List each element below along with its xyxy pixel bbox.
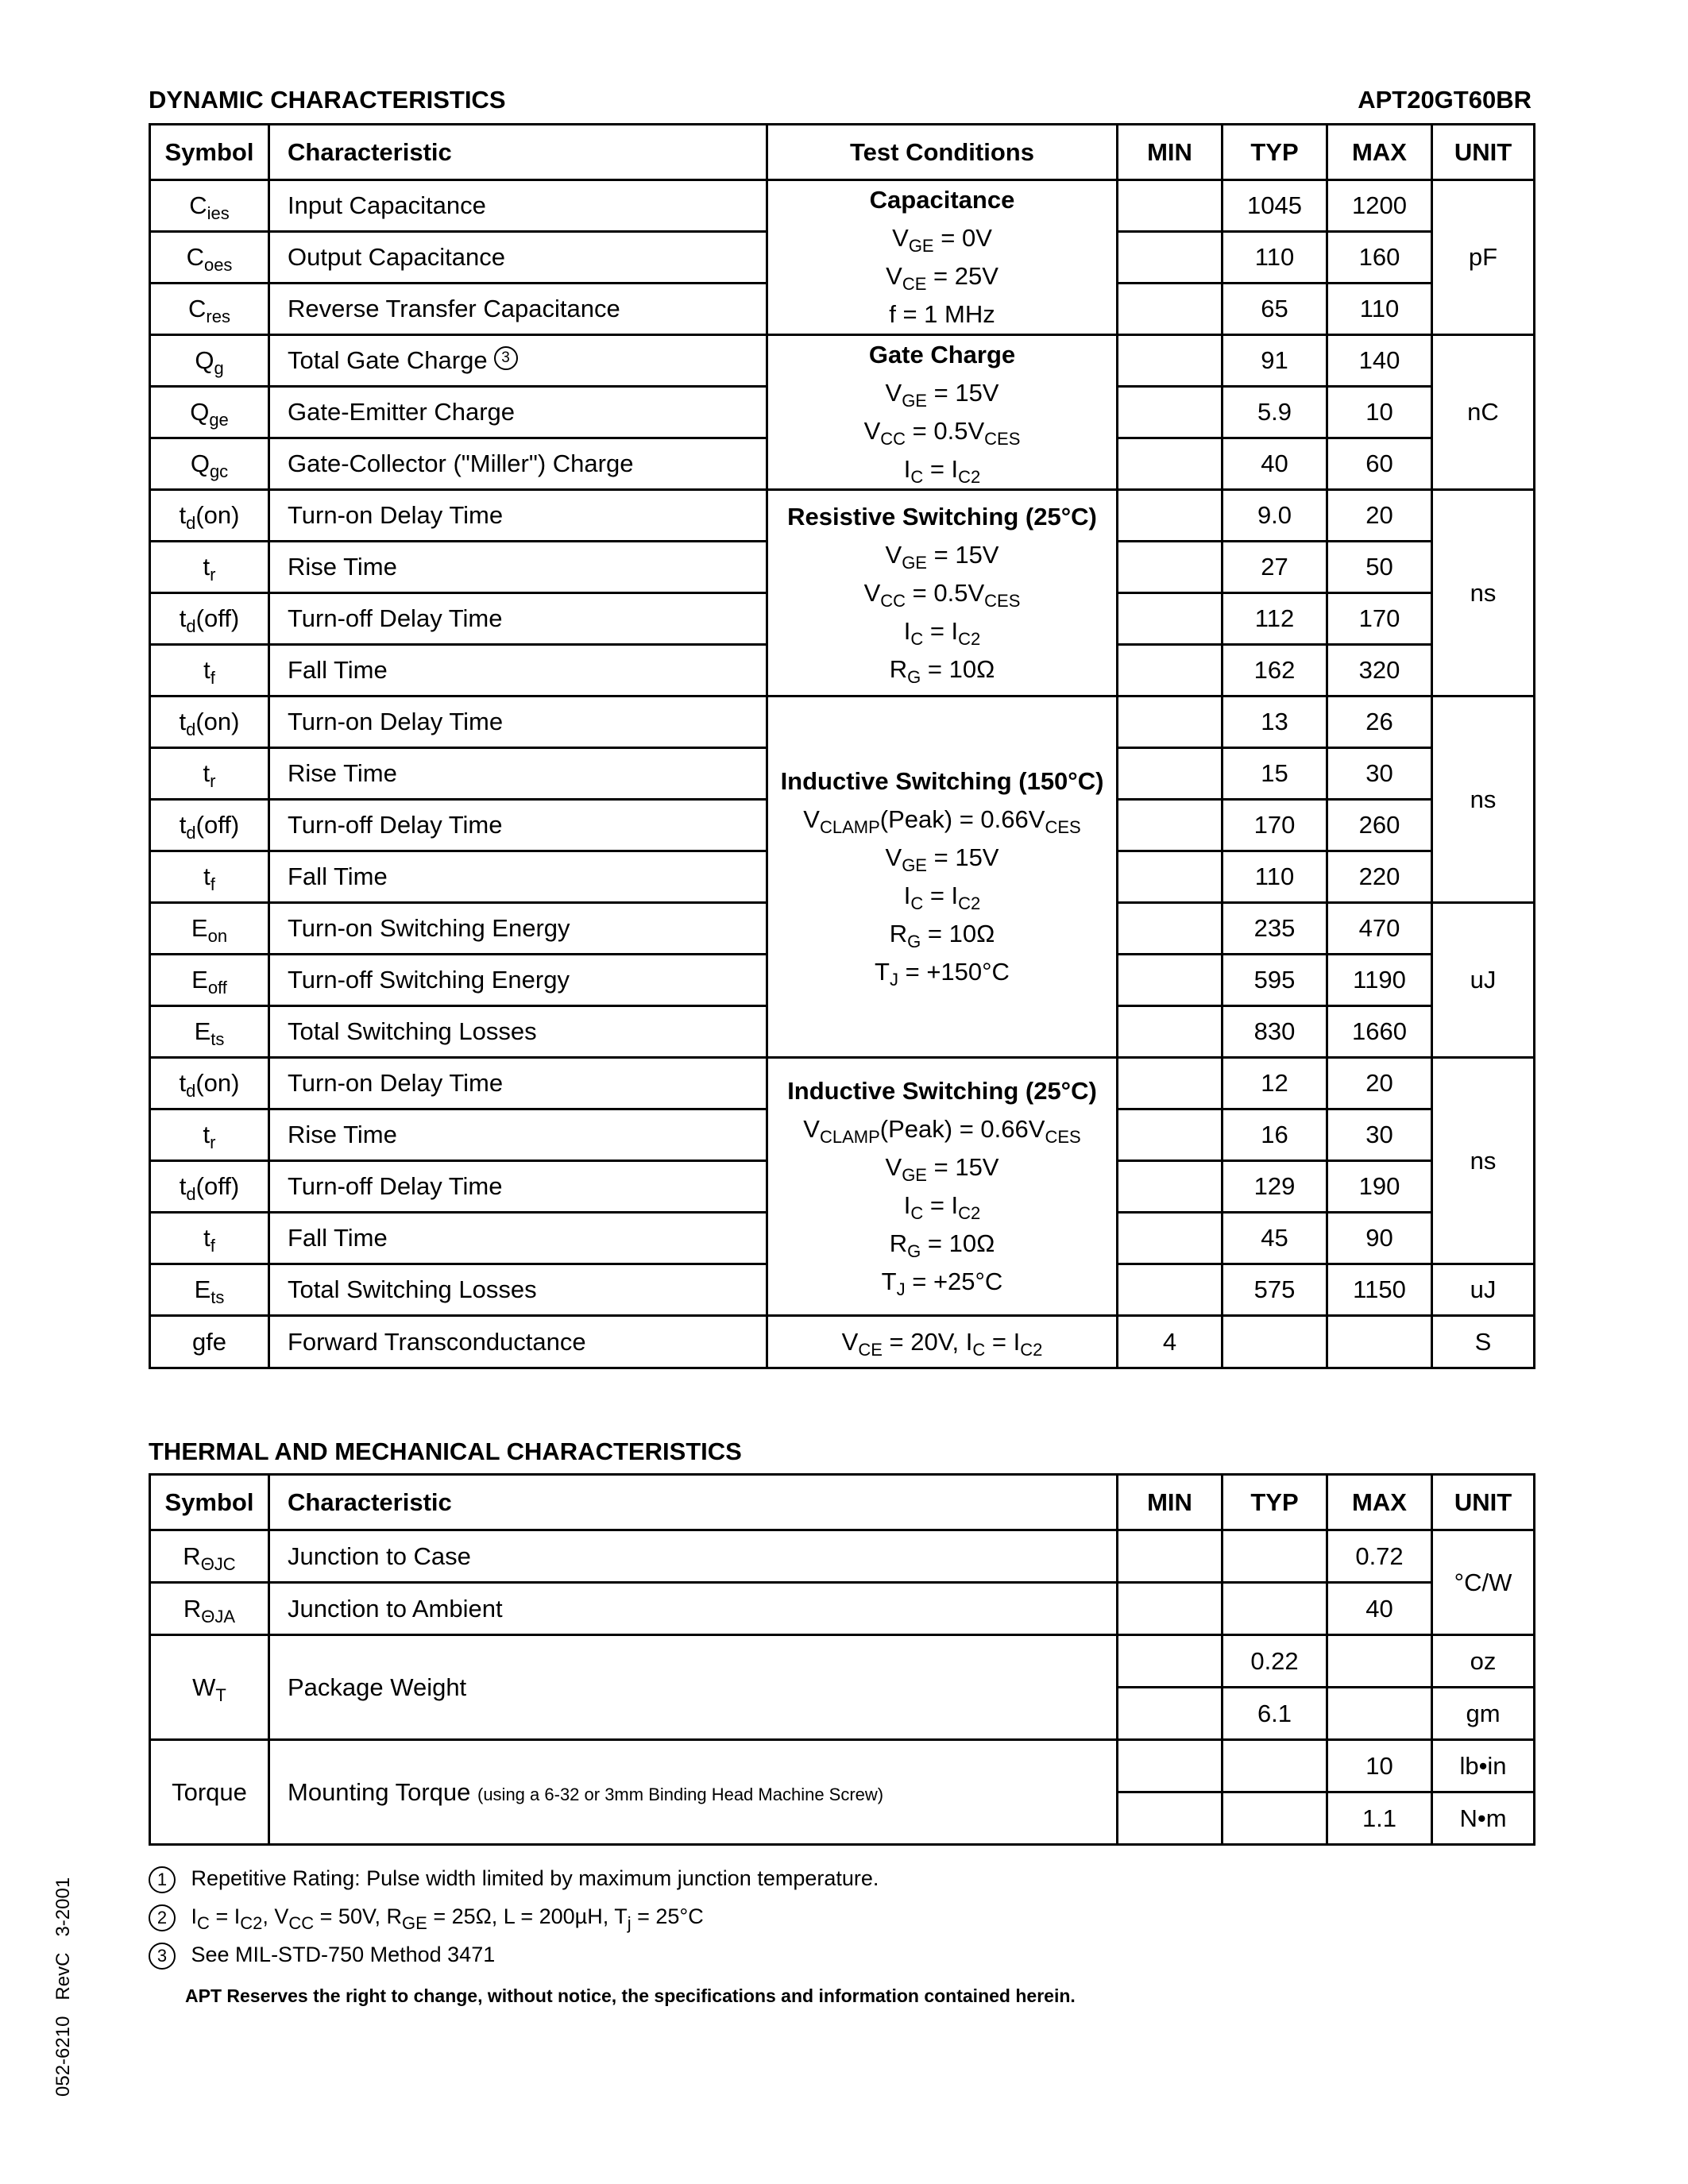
cond-title: Gate Charge <box>868 341 1016 369</box>
typ-cell <box>1223 1792 1327 1845</box>
symbol-cell: gfe <box>150 1316 269 1368</box>
symbol-cell: $C_{oes}$ <box>150 232 269 284</box>
typ-cell: 595 <box>1223 955 1327 1006</box>
symbol-cell: $E_{ts}$ <box>150 1006 269 1058</box>
footnote-number: 3 <box>149 1943 176 1970</box>
max-cell: 20 <box>1327 1058 1432 1109</box>
table-row <box>150 1740 1535 1792</box>
max-cell: 110 <box>1327 284 1432 335</box>
typ-cell <box>1223 1530 1327 1583</box>
symbol-cell: $t_f$ <box>150 645 269 696</box>
typ-cell: 27 <box>1223 542 1327 593</box>
header-characteristic: Characteristic <box>269 1475 1118 1530</box>
typ-cell <box>1223 1583 1327 1635</box>
part-number: APT20GT60BR <box>1358 86 1532 114</box>
fn2-e: = 25°C <box>637 1904 704 1929</box>
typ-cell: 1045 <box>1223 180 1327 232</box>
typ-cell: 16 <box>1223 1109 1327 1161</box>
typ-cell: 110 <box>1223 851 1327 903</box>
cond-vclamp: (Peak) = 0.66V <box>879 1115 1045 1143</box>
table-row <box>150 180 1535 232</box>
typ-cell: 129 <box>1223 1161 1327 1213</box>
thermal-mechanical-table <box>149 1473 1535 1846</box>
characteristic-cell: Junction to Case <box>269 1530 1118 1583</box>
cond-rg: = 10Ω <box>927 1229 995 1257</box>
max-cell: 20 <box>1327 490 1432 542</box>
unit-cell: S <box>1432 1316 1535 1368</box>
typ-cell: 6.1 <box>1223 1688 1327 1740</box>
characteristic-cell: Gate-Collector ("Miller") Charge <box>269 438 767 490</box>
max-cell: 260 <box>1327 800 1432 851</box>
test-conditions-cell <box>767 1058 1118 1316</box>
min-cell <box>1118 438 1223 490</box>
cond-gate-charge: Gate Charge $V_{GE} = 15V$ $V_{CC} = 0.5V_{CES}$ $I_C = I_{C2}$ <box>863 341 1021 487</box>
symbol-cell: $E_{off}$ <box>150 955 269 1006</box>
header-typ: TYP <box>1223 1475 1327 1530</box>
section-title-thermal: THERMAL AND MECHANICAL CHARACTERISTICS <box>149 1437 742 1465</box>
cond-tj: = +150°C <box>905 958 1010 986</box>
symbol-cell: $t_f$ <box>150 1213 269 1264</box>
cond-inductive-switching-150: Inductive Switching (150°C) $V_{CLAMP}(Peak) = 0.66V_{CES}$ $V_{GE} = 15V$ $I_C = I_{C2}$ $R_G = 10\Omega$ $T_J = +150^\circ C$ <box>780 767 1104 990</box>
cond-vcc: = 0.5V <box>912 417 985 445</box>
min-cell <box>1118 903 1223 955</box>
min-cell <box>1118 645 1223 696</box>
symbol-cell: $t_f$ <box>150 851 269 903</box>
typ-cell: 112 <box>1223 593 1327 645</box>
symbol-cell: $Q_{ge}$ <box>150 387 269 438</box>
characteristic-cell: Fall Time <box>269 645 767 696</box>
header-characteristic: Characteristic <box>269 125 767 180</box>
header-unit: UNIT <box>1432 125 1535 180</box>
min-cell: 4 <box>1118 1316 1223 1368</box>
symbol-cell: $t_d(on)$ <box>150 1058 269 1109</box>
max-cell: 160 <box>1327 232 1432 284</box>
cond-ic: = <box>929 1191 944 1219</box>
min-cell <box>1118 1688 1223 1740</box>
table-row <box>150 1583 1535 1635</box>
min-cell <box>1118 387 1223 438</box>
min-cell <box>1118 1583 1223 1635</box>
header-min: MIN <box>1118 1475 1223 1530</box>
characteristic-cell: Turn-on Delay Time <box>269 490 767 542</box>
typ-cell <box>1223 1740 1327 1792</box>
typ-cell: 91 <box>1223 335 1327 387</box>
unit-cell: ns <box>1432 490 1535 696</box>
min-cell <box>1118 696 1223 748</box>
min-cell <box>1118 490 1223 542</box>
typ-cell: 45 <box>1223 1213 1327 1264</box>
max-cell: 1190 <box>1327 955 1432 1006</box>
dynamic-characteristics-table <box>149 123 1535 1369</box>
symbol-rthja: $R_{\Theta JA}$ <box>150 1583 269 1635</box>
max-cell: 1660 <box>1327 1006 1432 1058</box>
footnote-3 <box>149 1943 495 1970</box>
cond-capacitance: Capacitance $V_{GE} = 0V$ $V_{CE} = 25V$ f = 1 MHz <box>869 186 1015 328</box>
characteristic-cell: Turn-off Delay Time <box>269 1161 767 1213</box>
cond-title: Capacitance <box>869 186 1015 214</box>
table-header-row <box>150 125 1535 180</box>
max-cell: 470 <box>1327 903 1432 955</box>
unit-cell: N•m <box>1432 1792 1535 1845</box>
test-conditions-cell <box>767 180 1118 335</box>
header-typ: TYP <box>1223 125 1327 180</box>
cond-title: Inductive Switching (150°C) <box>780 767 1104 795</box>
min-cell <box>1118 1635 1223 1688</box>
cond-rg: = 10Ω <box>927 654 995 683</box>
characteristic-cell: Turn-on Delay Time <box>269 696 767 748</box>
cond-vge: = 15V <box>933 540 999 569</box>
characteristic-cell: Fall Time <box>269 851 767 903</box>
symbol-cell: $t_d(on)$ <box>150 490 269 542</box>
characteristic-cell: Fall Time <box>269 1213 767 1264</box>
min-cell <box>1118 180 1223 232</box>
header-min: MIN <box>1118 125 1223 180</box>
max-cell: 1150 <box>1327 1264 1432 1316</box>
cond-vge: = 15V <box>933 843 999 871</box>
header-test-conditions: Test Conditions <box>767 125 1118 180</box>
characteristic-cell: Total Gate Charge 3 <box>269 335 767 387</box>
section-title-dynamic: DYNAMIC CHARACTERISTICS <box>149 86 506 114</box>
symbol-wt: $W_T$ <box>150 1635 269 1740</box>
unit-cell: gm <box>1432 1688 1535 1740</box>
cond-vce: = 25V <box>933 262 999 290</box>
max-cell: 30 <box>1327 748 1432 800</box>
table-header-row <box>150 1475 1535 1530</box>
max-cell <box>1327 1688 1432 1740</box>
characteristic-cell: Reverse Transfer Capacitance <box>269 284 767 335</box>
min-cell <box>1118 1006 1223 1058</box>
symbol-rthjc: $R_{\Theta JC}$ <box>150 1530 269 1583</box>
header-symbol: Symbol <box>150 125 269 180</box>
symbol-cell: $E_{on}$ <box>150 903 269 955</box>
cond-vge: = 15V <box>933 1153 999 1181</box>
footnote-2 <box>149 1904 704 1934</box>
disclaimer: APT Reserves the right to change, without notice, the specifications and information contained herein. <box>185 1985 1076 2006</box>
typ-cell <box>1223 1316 1327 1368</box>
symbol-cell: $C_{res}$ <box>150 284 269 335</box>
cond-tj: = +25°C <box>912 1268 1003 1295</box>
characteristic-cell: Input Capacitance <box>269 180 767 232</box>
document-id: 052-6210 RevC 3-2001 <box>52 1877 74 2097</box>
fn2-d: = 25Ω, L = 200µH, T <box>433 1904 628 1929</box>
typ-cell: 830 <box>1223 1006 1327 1058</box>
max-cell: 140 <box>1327 335 1432 387</box>
min-cell <box>1118 593 1223 645</box>
table-row <box>150 335 1535 387</box>
min-cell <box>1118 1109 1223 1161</box>
symbol-cell: $t_d(off)$ <box>150 1161 269 1213</box>
typ-cell: 235 <box>1223 903 1327 955</box>
min-cell <box>1118 1740 1223 1792</box>
cond-gfe-b: = I <box>991 1327 1021 1356</box>
cond-gfe: $V_{CE} = 20V$, $I_C = I_{C2}$ <box>841 1327 1043 1360</box>
typ-cell: 5.9 <box>1223 387 1327 438</box>
unit-cell: ns <box>1432 1058 1535 1264</box>
max-cell: 26 <box>1327 696 1432 748</box>
cond-vge: = 0V <box>941 224 992 252</box>
typ-cell: 0.22 <box>1223 1635 1327 1688</box>
min-cell <box>1118 1161 1223 1213</box>
min-cell <box>1118 955 1223 1006</box>
min-cell <box>1118 748 1223 800</box>
typ-cell: 65 <box>1223 284 1327 335</box>
symbol-cell: $t_d(on)$ <box>150 696 269 748</box>
characteristic-cell: Turn-on Delay Time <box>269 1058 767 1109</box>
max-cell: 10 <box>1327 1740 1432 1792</box>
max-cell: 50 <box>1327 542 1432 593</box>
typ-cell: 575 <box>1223 1264 1327 1316</box>
footnote-text: See MIL-STD-750 Method 3471 <box>191 1943 496 1967</box>
max-cell: 1.1 <box>1327 1792 1432 1845</box>
min-cell <box>1118 800 1223 851</box>
characteristic-cell: Rise Time <box>269 1109 767 1161</box>
min-cell <box>1118 1792 1223 1845</box>
unit-cell: pF <box>1432 180 1535 335</box>
symbol-cell: $t_d(off)$ <box>150 593 269 645</box>
max-cell: 90 <box>1327 1213 1432 1264</box>
characteristic-cell: Output Capacitance <box>269 232 767 284</box>
unit-cell: uJ <box>1432 1264 1535 1316</box>
header-symbol: Symbol <box>150 1475 269 1530</box>
fn2-c: = 50V, R <box>319 1904 402 1929</box>
table-row <box>150 490 1535 542</box>
cond-gfe-a: = 20V, I <box>889 1327 973 1356</box>
min-cell <box>1118 851 1223 903</box>
min-cell <box>1118 1213 1223 1264</box>
torque-note: (using a 6-32 or 3mm Binding Head Machine Screw) <box>477 1784 884 1804</box>
characteristic-cell <box>269 1740 1118 1845</box>
unit-cell: oz <box>1432 1635 1535 1688</box>
typ-cell: 40 <box>1223 438 1327 490</box>
characteristic-cell: Junction to Ambient <box>269 1583 1118 1635</box>
test-conditions-cell <box>767 696 1118 1058</box>
torque-char: Mounting Torque <box>288 1777 471 1806</box>
symbol-cell: $t_r$ <box>150 542 269 593</box>
table-row <box>150 1316 1535 1368</box>
characteristic-cell: Gate-Emitter Charge <box>269 387 767 438</box>
characteristic-cell: Turn-off Delay Time <box>269 593 767 645</box>
max-cell: 60 <box>1327 438 1432 490</box>
typ-cell: 15 <box>1223 748 1327 800</box>
characteristic-cell: Package Weight <box>269 1635 1118 1740</box>
cond-ic: = <box>929 616 944 645</box>
symbol-cell: $t_r$ <box>150 748 269 800</box>
cond-vcc: = 0.5V <box>912 578 985 607</box>
cond-resistive-switching: Resistive Switching (25°C) $V_{GE} = 15V$ $V_{CC} = 0.5V_{CES}$ $I_C = I_{C2}$ $R_G = 10\Omega$ <box>787 502 1097 687</box>
table-row <box>150 696 1535 748</box>
characteristic-cell: Turn-off Delay Time <box>269 800 767 851</box>
symbol-cell: $t_r$ <box>150 1109 269 1161</box>
max-cell: 1200 <box>1327 180 1432 232</box>
max-cell: 10 <box>1327 387 1432 438</box>
cond-ic: = <box>929 455 944 483</box>
header-unit: UNIT <box>1432 1475 1535 1530</box>
characteristic-cell: Turn-on Switching Energy <box>269 903 767 955</box>
typ-cell: 13 <box>1223 696 1327 748</box>
characteristic-cell: Rise Time <box>269 748 767 800</box>
unit-cell: lb•in <box>1432 1740 1535 1792</box>
min-cell <box>1118 1264 1223 1316</box>
footnote-ref-icon: 3 <box>494 346 518 370</box>
max-cell: 0.72 <box>1327 1530 1432 1583</box>
test-conditions-cell <box>767 1316 1118 1368</box>
min-cell <box>1118 542 1223 593</box>
characteristic-cell: Forward Transconductance <box>269 1316 767 1368</box>
test-conditions-cell <box>767 335 1118 490</box>
cond-ic: = <box>929 882 944 909</box>
characteristic-cell: Total Switching Losses <box>269 1006 767 1058</box>
max-cell <box>1327 1635 1432 1688</box>
cond-inductive-switching-25: Inductive Switching (25°C) $V_{CLAMP}(Peak) = 0.66V_{CES}$ $V_{GE} = 15V$ $I_C = I_{C2}$ $R_G = 10\Omega$ $T_J = +25^\circ C$ <box>787 1077 1097 1299</box>
footnote-text: Repetitive Rating: Pulse width limited by maximum junction temperature. <box>191 1866 879 1891</box>
characteristic-cell: Total Switching Losses <box>269 1264 767 1316</box>
footnote-number: 1 <box>149 1866 176 1893</box>
symbol-torque: Torque <box>150 1740 269 1845</box>
max-cell: 220 <box>1327 851 1432 903</box>
test-conditions-cell <box>767 490 1118 696</box>
typ-cell: 12 <box>1223 1058 1327 1109</box>
max-cell: 30 <box>1327 1109 1432 1161</box>
max-cell <box>1327 1316 1432 1368</box>
min-cell <box>1118 232 1223 284</box>
table-row <box>150 1635 1535 1688</box>
cond-f: f = 1 MHz <box>889 300 995 328</box>
min-cell <box>1118 284 1223 335</box>
footnote-number: 2 <box>149 1904 176 1931</box>
max-cell: 170 <box>1327 593 1432 645</box>
header-max: MAX <box>1327 125 1432 180</box>
cond-title: Resistive Switching (25°C) <box>787 502 1097 531</box>
typ-cell: 162 <box>1223 645 1327 696</box>
header-max: MAX <box>1327 1475 1432 1530</box>
min-cell <box>1118 1058 1223 1109</box>
max-cell: 320 <box>1327 645 1432 696</box>
typ-cell: 9.0 <box>1223 490 1327 542</box>
characteristic-cell: Rise Time <box>269 542 767 593</box>
symbol-cell: $C_{ies}$ <box>150 180 269 232</box>
max-cell: 190 <box>1327 1161 1432 1213</box>
cond-rg: = 10Ω <box>927 920 995 947</box>
symbol-cell: $Q_{gc}$ <box>150 438 269 490</box>
min-cell <box>1118 335 1223 387</box>
table-row <box>150 1058 1535 1109</box>
table-row <box>150 1530 1535 1583</box>
typ-cell: 110 <box>1223 232 1327 284</box>
symbol-cell: $E_{ts}$ <box>150 1264 269 1316</box>
typ-cell: 170 <box>1223 800 1327 851</box>
max-cell: 40 <box>1327 1583 1432 1635</box>
unit-cell: nC <box>1432 335 1535 490</box>
characteristic-cell: Turn-off Switching Energy <box>269 955 767 1006</box>
cond-vge: = 15V <box>933 379 999 407</box>
fn2-a: = I <box>215 1904 241 1929</box>
min-cell <box>1118 1530 1223 1583</box>
cond-vclamp: (Peak) = 0.66V <box>879 805 1045 833</box>
symbol-cell: $t_d(off)$ <box>150 800 269 851</box>
unit-cell: uJ <box>1432 903 1535 1058</box>
cond-title: Inductive Switching (25°C) <box>787 1077 1097 1105</box>
symbol-cell: $Q_g$ <box>150 335 269 387</box>
fn2-b: , V <box>262 1904 289 1929</box>
unit-cell: ns <box>1432 696 1535 903</box>
unit-cell: °C/W <box>1432 1530 1535 1635</box>
footnote-1 <box>149 1866 879 1893</box>
footnote-text: $I_C = I_{C2}$, $V_{CC} = 50V$, $R_{GE} = 25\Omega$, L = 200µH, $T_j = 25^\circ C$ <box>191 1904 704 1934</box>
